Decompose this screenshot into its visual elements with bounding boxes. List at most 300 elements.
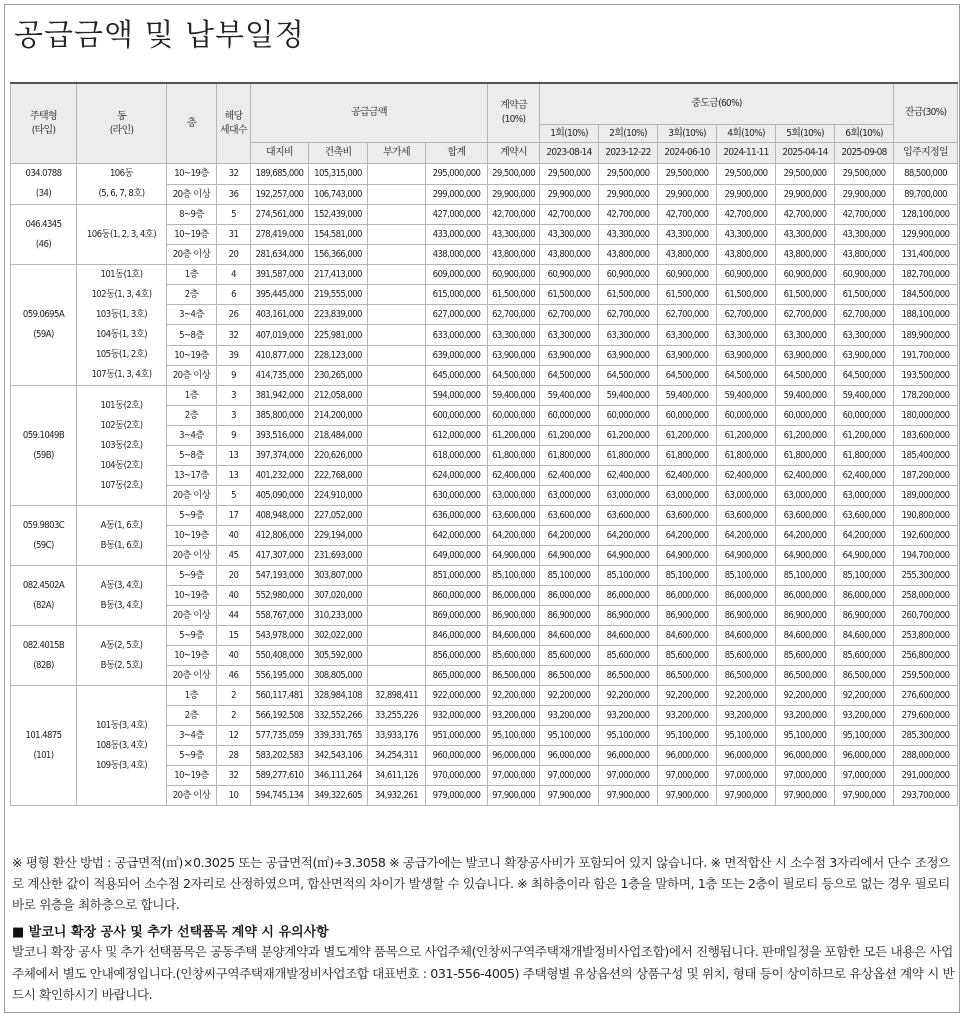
balance-cell: 279,600,000 xyxy=(894,706,958,726)
middle-payment-cell: 64,500,000 xyxy=(658,365,717,385)
middle-payment-cell: 64,500,000 xyxy=(835,365,894,385)
vat-cell xyxy=(368,486,426,506)
middle-payment-cell: 84,600,000 xyxy=(835,626,894,646)
middle-payment-cell: 63,600,000 xyxy=(658,506,717,526)
middle-payment-cell: 43,300,000 xyxy=(835,225,894,245)
vat-cell xyxy=(368,325,426,345)
balance-cell: 255,300,000 xyxy=(894,566,958,586)
building-cost-cell: 346,111,264 xyxy=(309,766,368,786)
units-cell: 44 xyxy=(217,606,251,626)
land-cost-cell: 408,948,000 xyxy=(251,506,309,526)
middle-payment-cell: 63,600,000 xyxy=(776,506,835,526)
vat-cell: 34,932,261 xyxy=(368,786,426,806)
land-cost-cell: 577,735,059 xyxy=(251,726,309,746)
middle-payment-cell: 63,900,000 xyxy=(599,345,658,365)
middle-payment-cell: 43,800,000 xyxy=(540,245,599,265)
land-cost-cell: 543,978,000 xyxy=(251,626,309,646)
dong-cell: 101동(2호) 102동(2호) 103동(2호) 104동(2호) 107동(2호) xyxy=(77,386,167,506)
header-middle-payment: 중도금(60%) xyxy=(540,83,894,125)
dong-cell: 101동(3, 4호) 108동(3, 4호) 109동(3, 4호) xyxy=(77,686,167,806)
middle-payment-cell: 60,900,000 xyxy=(776,265,835,285)
land-cost-cell: 589,277,610 xyxy=(251,766,309,786)
header-contract: 계약금 (10%) xyxy=(488,83,540,143)
header-middle-installment: 5회(10%) xyxy=(776,125,835,143)
vat-cell xyxy=(368,406,426,426)
middle-payment-cell: 96,000,000 xyxy=(835,746,894,766)
middle-payment-cell: 97,900,000 xyxy=(658,786,717,806)
middle-payment-cell: 86,000,000 xyxy=(835,586,894,606)
header-building-cost: 건축비 xyxy=(309,143,368,164)
floor-cell: 1층 xyxy=(167,686,217,706)
middle-payment-cell: 59,400,000 xyxy=(658,386,717,406)
middle-payment-cell: 29,500,000 xyxy=(776,164,835,185)
dong-cell: 106동(1, 2, 3, 4호) xyxy=(77,205,167,265)
middle-payment-cell: 86,000,000 xyxy=(540,586,599,606)
total-cell: 627,000,000 xyxy=(426,305,488,325)
footnotes: ※ 평형 환산 방법 : 공급면적(㎡)×0.3025 또는 공급면적(㎡)÷3.3058 ※ 공급가에는 발코니 확장공사비가 포함되어 있지 않습니다. ※ 면적합산 시 소수점 3자리에서 단수 조정으로 계산한 값이 적용되어 소수점 2자리로 산정하였으며, 합산면적의 차이가 발생할 수 있습니다. ※ 최하층이라 함은 1층을 말하며, 1층 또는 2층이 필로티 등으로 없는 경우 필로티 바로 위층을 최하층으로 합니다. xyxy=(12,855,950,912)
total-cell: 865,000,000 xyxy=(426,666,488,686)
middle-payment-cell: 63,300,000 xyxy=(599,325,658,345)
middle-payment-cell: 84,600,000 xyxy=(717,626,776,646)
units-cell: 9 xyxy=(217,426,251,446)
floor-cell: 8~9층 xyxy=(167,205,217,225)
middle-payment-cell: 92,200,000 xyxy=(835,686,894,706)
units-cell: 12 xyxy=(217,726,251,746)
middle-payment-cell: 29,900,000 xyxy=(835,184,894,205)
house-type-cell: 101.4875 (101) xyxy=(11,686,77,806)
balance-cell: 187,200,000 xyxy=(894,466,958,486)
header-vat: 부가세 xyxy=(368,143,426,164)
middle-payment-cell: 61,500,000 xyxy=(835,285,894,305)
contract-cell: 92,200,000 xyxy=(488,686,540,706)
floor-cell: 1층 xyxy=(167,265,217,285)
middle-payment-cell: 60,900,000 xyxy=(599,265,658,285)
middle-payment-cell: 59,400,000 xyxy=(599,386,658,406)
middle-payment-cell: 60,000,000 xyxy=(717,406,776,426)
total-cell: 932,000,000 xyxy=(426,706,488,726)
middle-payment-cell: 85,100,000 xyxy=(717,566,776,586)
middle-payment-cell: 29,500,000 xyxy=(599,164,658,185)
middle-payment-cell: 85,600,000 xyxy=(776,646,835,666)
middle-payment-cell: 86,500,000 xyxy=(599,666,658,686)
middle-payment-cell: 43,300,000 xyxy=(540,225,599,245)
middle-payment-cell: 29,900,000 xyxy=(658,184,717,205)
middle-payment-cell: 64,200,000 xyxy=(835,526,894,546)
floor-cell: 2층 xyxy=(167,406,217,426)
building-cost-cell: 227,052,000 xyxy=(309,506,368,526)
units-cell: 3 xyxy=(217,386,251,406)
middle-payment-cell: 97,000,000 xyxy=(835,766,894,786)
middle-payment-cell: 97,900,000 xyxy=(776,786,835,806)
middle-payment-cell: 63,000,000 xyxy=(599,486,658,506)
contract-cell: 64,200,000 xyxy=(488,526,540,546)
building-cost-cell: 332,552,266 xyxy=(309,706,368,726)
building-cost-cell: 225,981,000 xyxy=(309,325,368,345)
middle-payment-cell: 96,000,000 xyxy=(658,746,717,766)
middle-payment-cell: 64,200,000 xyxy=(717,526,776,546)
middle-payment-cell: 64,900,000 xyxy=(599,546,658,566)
vat-cell: 33,933,176 xyxy=(368,726,426,746)
contract-cell: 63,000,000 xyxy=(488,486,540,506)
middle-payment-cell: 63,900,000 xyxy=(776,345,835,365)
middle-payment-cell: 63,300,000 xyxy=(835,325,894,345)
units-cell: 40 xyxy=(217,526,251,546)
middle-payment-cell: 85,600,000 xyxy=(599,646,658,666)
header-floor: 층 xyxy=(167,83,217,164)
header-balance: 잔금(30%) xyxy=(894,83,958,143)
middle-payment-cell: 85,100,000 xyxy=(658,566,717,586)
middle-payment-cell: 60,000,000 xyxy=(658,406,717,426)
balance-cell: 193,500,000 xyxy=(894,365,958,385)
vat-cell xyxy=(368,626,426,646)
middle-payment-cell: 86,000,000 xyxy=(658,586,717,606)
middle-payment-cell: 85,600,000 xyxy=(717,646,776,666)
vat-cell: 34,611,126 xyxy=(368,766,426,786)
middle-payment-cell: 60,900,000 xyxy=(835,265,894,285)
middle-payment-cell: 60,900,000 xyxy=(717,265,776,285)
vat-cell: 34,254,311 xyxy=(368,746,426,766)
balance-cell: 129,900,000 xyxy=(894,225,958,245)
total-cell: 299,000,000 xyxy=(426,184,488,205)
units-cell: 4 xyxy=(217,265,251,285)
total-cell: 970,000,000 xyxy=(426,766,488,786)
dong-cell: A동(1, 6호) B동(1, 6호) xyxy=(77,506,167,566)
middle-payment-cell: 63,300,000 xyxy=(776,325,835,345)
contract-cell: 86,000,000 xyxy=(488,586,540,606)
contract-cell: 64,900,000 xyxy=(488,546,540,566)
header-units: 해당 세대수 xyxy=(217,83,251,164)
vat-cell xyxy=(368,225,426,245)
land-cost-cell: 403,161,000 xyxy=(251,305,309,325)
floor-cell: 13~17층 xyxy=(167,466,217,486)
middle-payment-cell: 60,000,000 xyxy=(599,406,658,426)
middle-payment-cell: 86,900,000 xyxy=(717,606,776,626)
middle-payment-cell: 85,600,000 xyxy=(658,646,717,666)
land-cost-cell: 583,202,583 xyxy=(251,746,309,766)
house-type-cell: 034.0788 (34) xyxy=(11,164,77,205)
balance-cell: 88,500,000 xyxy=(894,164,958,185)
contract-cell: 43,800,000 xyxy=(488,245,540,265)
middle-payment-cell: 43,300,000 xyxy=(776,225,835,245)
house-type-cell: 082.4015B (82B) xyxy=(11,626,77,686)
middle-payment-cell: 85,100,000 xyxy=(599,566,658,586)
vat-cell xyxy=(368,446,426,466)
floor-cell: 5~8층 xyxy=(167,446,217,466)
contract-cell: 43,300,000 xyxy=(488,225,540,245)
middle-payment-cell: 59,400,000 xyxy=(835,386,894,406)
middle-payment-cell: 62,700,000 xyxy=(540,305,599,325)
vat-cell: 33,255,226 xyxy=(368,706,426,726)
middle-payment-cell: 86,500,000 xyxy=(540,666,599,686)
floor-cell: 20층 이상 xyxy=(167,184,217,205)
middle-payment-cell: 60,000,000 xyxy=(835,406,894,426)
total-cell: 594,000,000 xyxy=(426,386,488,406)
middle-payment-cell: 63,000,000 xyxy=(776,486,835,506)
middle-payment-cell: 62,400,000 xyxy=(835,466,894,486)
middle-payment-cell: 86,900,000 xyxy=(540,606,599,626)
middle-payment-cell: 61,500,000 xyxy=(658,285,717,305)
middle-payment-cell: 93,200,000 xyxy=(717,706,776,726)
units-cell: 3 xyxy=(217,406,251,426)
table-row xyxy=(11,265,958,285)
land-cost-cell: 552,980,000 xyxy=(251,586,309,606)
contract-cell: 64,500,000 xyxy=(488,365,540,385)
units-cell: 26 xyxy=(217,305,251,325)
middle-payment-cell: 43,300,000 xyxy=(658,225,717,245)
middle-payment-cell: 64,900,000 xyxy=(835,546,894,566)
total-cell: 860,000,000 xyxy=(426,586,488,606)
units-cell: 32 xyxy=(217,325,251,345)
header-middle-installment: 6회(10%) xyxy=(835,125,894,143)
middle-payment-cell: 62,700,000 xyxy=(776,305,835,325)
total-cell: 645,000,000 xyxy=(426,365,488,385)
floor-cell: 20층 이상 xyxy=(167,245,217,265)
dong-cell: 106동 (5, 6, 7, 8호) xyxy=(77,164,167,205)
section-title: ■ 발코니 확장 공사 및 추가 선택품목 계약 시 유의사항 xyxy=(12,925,329,940)
balance-cell: 185,400,000 xyxy=(894,446,958,466)
header-middle-installment: 3회(10%) xyxy=(658,125,717,143)
floor-cell: 10~19층 xyxy=(167,164,217,185)
floor-cell: 5~9층 xyxy=(167,626,217,646)
contract-cell: 84,600,000 xyxy=(488,626,540,646)
middle-payment-cell: 59,400,000 xyxy=(540,386,599,406)
middle-payment-cell: 64,900,000 xyxy=(717,546,776,566)
vat-cell xyxy=(368,566,426,586)
house-type-cell: 046.4345 (46) xyxy=(11,205,77,265)
contract-cell: 42,700,000 xyxy=(488,205,540,225)
land-cost-cell: 192,257,000 xyxy=(251,184,309,205)
vat-cell xyxy=(368,285,426,305)
total-cell: 636,000,000 xyxy=(426,506,488,526)
balance-cell: 182,700,000 xyxy=(894,265,958,285)
balance-cell: 258,000,000 xyxy=(894,586,958,606)
header-balance-when: 입주지정일 xyxy=(894,143,958,164)
middle-payment-cell: 96,000,000 xyxy=(540,746,599,766)
header-contract-when: 계약시 xyxy=(488,143,540,164)
building-cost-cell: 156,366,000 xyxy=(309,245,368,265)
header-total: 합계 xyxy=(426,143,488,164)
contract-cell: 85,600,000 xyxy=(488,646,540,666)
middle-payment-cell: 63,600,000 xyxy=(540,506,599,526)
floor-cell: 5~9층 xyxy=(167,566,217,586)
middle-payment-cell: 59,400,000 xyxy=(776,386,835,406)
building-cost-cell: 106,743,000 xyxy=(309,184,368,205)
building-cost-cell: 349,322,605 xyxy=(309,786,368,806)
middle-payment-cell: 97,000,000 xyxy=(658,766,717,786)
units-cell: 13 xyxy=(217,446,251,466)
floor-cell: 5~9층 xyxy=(167,506,217,526)
dong-cell: A동(2, 5호) B동(2, 5호) xyxy=(77,626,167,686)
floor-cell: 3~4층 xyxy=(167,426,217,446)
middle-payment-cell: 29,900,000 xyxy=(599,184,658,205)
table-row xyxy=(11,686,958,706)
price-schedule-table xyxy=(10,82,958,806)
contract-cell: 86,500,000 xyxy=(488,666,540,686)
land-cost-cell: 395,445,000 xyxy=(251,285,309,305)
land-cost-cell: 414,735,000 xyxy=(251,365,309,385)
balance-cell: 89,700,000 xyxy=(894,184,958,205)
contract-cell: 63,600,000 xyxy=(488,506,540,526)
middle-payment-cell: 95,100,000 xyxy=(776,726,835,746)
middle-payment-cell: 84,600,000 xyxy=(599,626,658,646)
middle-payment-cell: 84,600,000 xyxy=(658,626,717,646)
contract-cell: 97,000,000 xyxy=(488,766,540,786)
middle-payment-cell: 84,600,000 xyxy=(776,626,835,646)
contract-cell: 96,000,000 xyxy=(488,746,540,766)
middle-payment-cell: 43,800,000 xyxy=(717,245,776,265)
middle-payment-cell: 85,600,000 xyxy=(835,646,894,666)
balance-cell: 178,200,000 xyxy=(894,386,958,406)
land-cost-cell: 278,419,000 xyxy=(251,225,309,245)
building-cost-cell: 224,910,000 xyxy=(309,486,368,506)
building-cost-cell: 230,265,000 xyxy=(309,365,368,385)
middle-payment-cell: 85,100,000 xyxy=(835,566,894,586)
land-cost-cell: 594,745,134 xyxy=(251,786,309,806)
header-middle-installment: 4회(10%) xyxy=(717,125,776,143)
land-cost-cell: 381,942,000 xyxy=(251,386,309,406)
floor-cell: 20층 이상 xyxy=(167,786,217,806)
units-cell: 5 xyxy=(217,486,251,506)
section-body: 발코니 확장 공사 및 추가 선택품목은 공동주택 분양계약과 별도계약 품목으로 사업주체(인창씨구역주택재개발정비사업조합)에서 진행됩니다. 판매일정을 포함한 모든 내용은 사업주체에서 별도 안내예정입니다.(인창씨구역주택재개발정비사업조합 대표번호 : 031-556-4005) 주택형별 유상옵션의 상품구성 및 위치, 형태 등이 상이하므로 유상옵션 계약 시 반드시 확인하시기 바랍니다. xyxy=(12,944,955,1002)
middle-payment-cell: 93,200,000 xyxy=(835,706,894,726)
contract-cell: 61,500,000 xyxy=(488,285,540,305)
header-land-cost: 대지비 xyxy=(251,143,309,164)
units-cell: 45 xyxy=(217,546,251,566)
units-cell: 36 xyxy=(217,184,251,205)
land-cost-cell: 281,634,000 xyxy=(251,245,309,265)
middle-payment-cell: 29,500,000 xyxy=(717,164,776,185)
floor-cell: 3~4층 xyxy=(167,305,217,325)
middle-payment-cell: 63,000,000 xyxy=(658,486,717,506)
middle-payment-cell: 61,800,000 xyxy=(717,446,776,466)
land-cost-cell: 407,019,000 xyxy=(251,325,309,345)
middle-payment-cell: 63,600,000 xyxy=(835,506,894,526)
total-cell: 433,000,000 xyxy=(426,225,488,245)
total-cell: 624,000,000 xyxy=(426,466,488,486)
middle-payment-cell: 93,200,000 xyxy=(599,706,658,726)
building-cost-cell: 105,315,000 xyxy=(309,164,368,185)
middle-payment-cell: 61,200,000 xyxy=(599,426,658,446)
balance-cell: 128,100,000 xyxy=(894,205,958,225)
middle-payment-cell: 64,500,000 xyxy=(540,365,599,385)
header-middle-installment: 1회(10%) xyxy=(540,125,599,143)
contract-cell: 61,200,000 xyxy=(488,426,540,446)
middle-payment-cell: 42,700,000 xyxy=(835,205,894,225)
contract-cell: 97,900,000 xyxy=(488,786,540,806)
middle-payment-cell: 42,700,000 xyxy=(658,205,717,225)
table-row xyxy=(11,506,958,526)
balance-cell: 189,000,000 xyxy=(894,486,958,506)
middle-payment-cell: 97,900,000 xyxy=(540,786,599,806)
middle-payment-cell: 63,900,000 xyxy=(540,345,599,365)
middle-payment-cell: 29,900,000 xyxy=(776,184,835,205)
contract-cell: 63,300,000 xyxy=(488,325,540,345)
middle-payment-cell: 86,900,000 xyxy=(776,606,835,626)
units-cell: 9 xyxy=(217,365,251,385)
balance-cell: 285,300,000 xyxy=(894,726,958,746)
middle-payment-cell: 95,100,000 xyxy=(835,726,894,746)
vat-cell xyxy=(368,666,426,686)
building-cost-cell: 214,200,000 xyxy=(309,406,368,426)
contract-cell: 29,900,000 xyxy=(488,184,540,205)
vat-cell: 32,898,411 xyxy=(368,686,426,706)
contract-cell: 85,100,000 xyxy=(488,566,540,586)
middle-payment-cell: 29,500,000 xyxy=(540,164,599,185)
contract-cell: 60,000,000 xyxy=(488,406,540,426)
units-cell: 6 xyxy=(217,285,251,305)
floor-cell: 20층 이상 xyxy=(167,546,217,566)
middle-payment-cell: 63,900,000 xyxy=(658,345,717,365)
balance-cell: 276,600,000 xyxy=(894,686,958,706)
middle-payment-cell: 96,000,000 xyxy=(776,746,835,766)
units-cell: 32 xyxy=(217,164,251,185)
building-cost-cell: 228,123,000 xyxy=(309,345,368,365)
middle-payment-cell: 61,800,000 xyxy=(835,446,894,466)
middle-payment-cell: 62,700,000 xyxy=(717,305,776,325)
building-cost-cell: 307,020,000 xyxy=(309,586,368,606)
header-middle-date: 2025-04-14 xyxy=(776,143,835,164)
middle-payment-cell: 97,000,000 xyxy=(776,766,835,786)
middle-payment-cell: 64,900,000 xyxy=(540,546,599,566)
house-type-cell: 082.4502A (82A) xyxy=(11,566,77,626)
middle-payment-cell: 63,000,000 xyxy=(717,486,776,506)
middle-payment-cell: 92,200,000 xyxy=(540,686,599,706)
total-cell: 295,000,000 xyxy=(426,164,488,185)
floor-cell: 10~19층 xyxy=(167,345,217,365)
middle-payment-cell: 86,900,000 xyxy=(599,606,658,626)
middle-payment-cell: 63,300,000 xyxy=(717,325,776,345)
total-cell: 633,000,000 xyxy=(426,325,488,345)
vat-cell xyxy=(368,526,426,546)
middle-payment-cell: 97,900,000 xyxy=(599,786,658,806)
middle-payment-cell: 60,900,000 xyxy=(540,265,599,285)
middle-payment-cell: 60,000,000 xyxy=(776,406,835,426)
middle-payment-cell: 63,000,000 xyxy=(540,486,599,506)
floor-cell: 20층 이상 xyxy=(167,486,217,506)
vat-cell xyxy=(368,426,426,446)
vat-cell xyxy=(368,546,426,566)
vat-cell xyxy=(368,365,426,385)
vat-cell xyxy=(368,345,426,365)
middle-payment-cell: 43,300,000 xyxy=(599,225,658,245)
units-cell: 28 xyxy=(217,746,251,766)
vat-cell xyxy=(368,245,426,265)
building-cost-cell: 303,807,000 xyxy=(309,566,368,586)
total-cell: 922,000,000 xyxy=(426,686,488,706)
middle-payment-cell: 61,200,000 xyxy=(776,426,835,446)
middle-payment-cell: 95,100,000 xyxy=(540,726,599,746)
building-cost-cell: 218,484,000 xyxy=(309,426,368,446)
land-cost-cell: 405,090,000 xyxy=(251,486,309,506)
building-cost-cell: 342,543,106 xyxy=(309,746,368,766)
total-cell: 615,000,000 xyxy=(426,285,488,305)
house-type-cell: 059.9803C (59C) xyxy=(11,506,77,566)
middle-payment-cell: 85,600,000 xyxy=(540,646,599,666)
table-row xyxy=(11,386,958,406)
middle-payment-cell: 61,500,000 xyxy=(599,285,658,305)
land-cost-cell: 189,685,000 xyxy=(251,164,309,185)
middle-payment-cell: 42,700,000 xyxy=(540,205,599,225)
balance-cell: 288,000,000 xyxy=(894,746,958,766)
middle-payment-cell: 42,700,000 xyxy=(776,205,835,225)
balance-cell: 180,000,000 xyxy=(894,406,958,426)
land-cost-cell: 410,877,000 xyxy=(251,345,309,365)
middle-payment-cell: 61,200,000 xyxy=(658,426,717,446)
middle-payment-cell: 63,000,000 xyxy=(835,486,894,506)
middle-payment-cell: 43,800,000 xyxy=(599,245,658,265)
total-cell: 612,000,000 xyxy=(426,426,488,446)
units-cell: 31 xyxy=(217,225,251,245)
